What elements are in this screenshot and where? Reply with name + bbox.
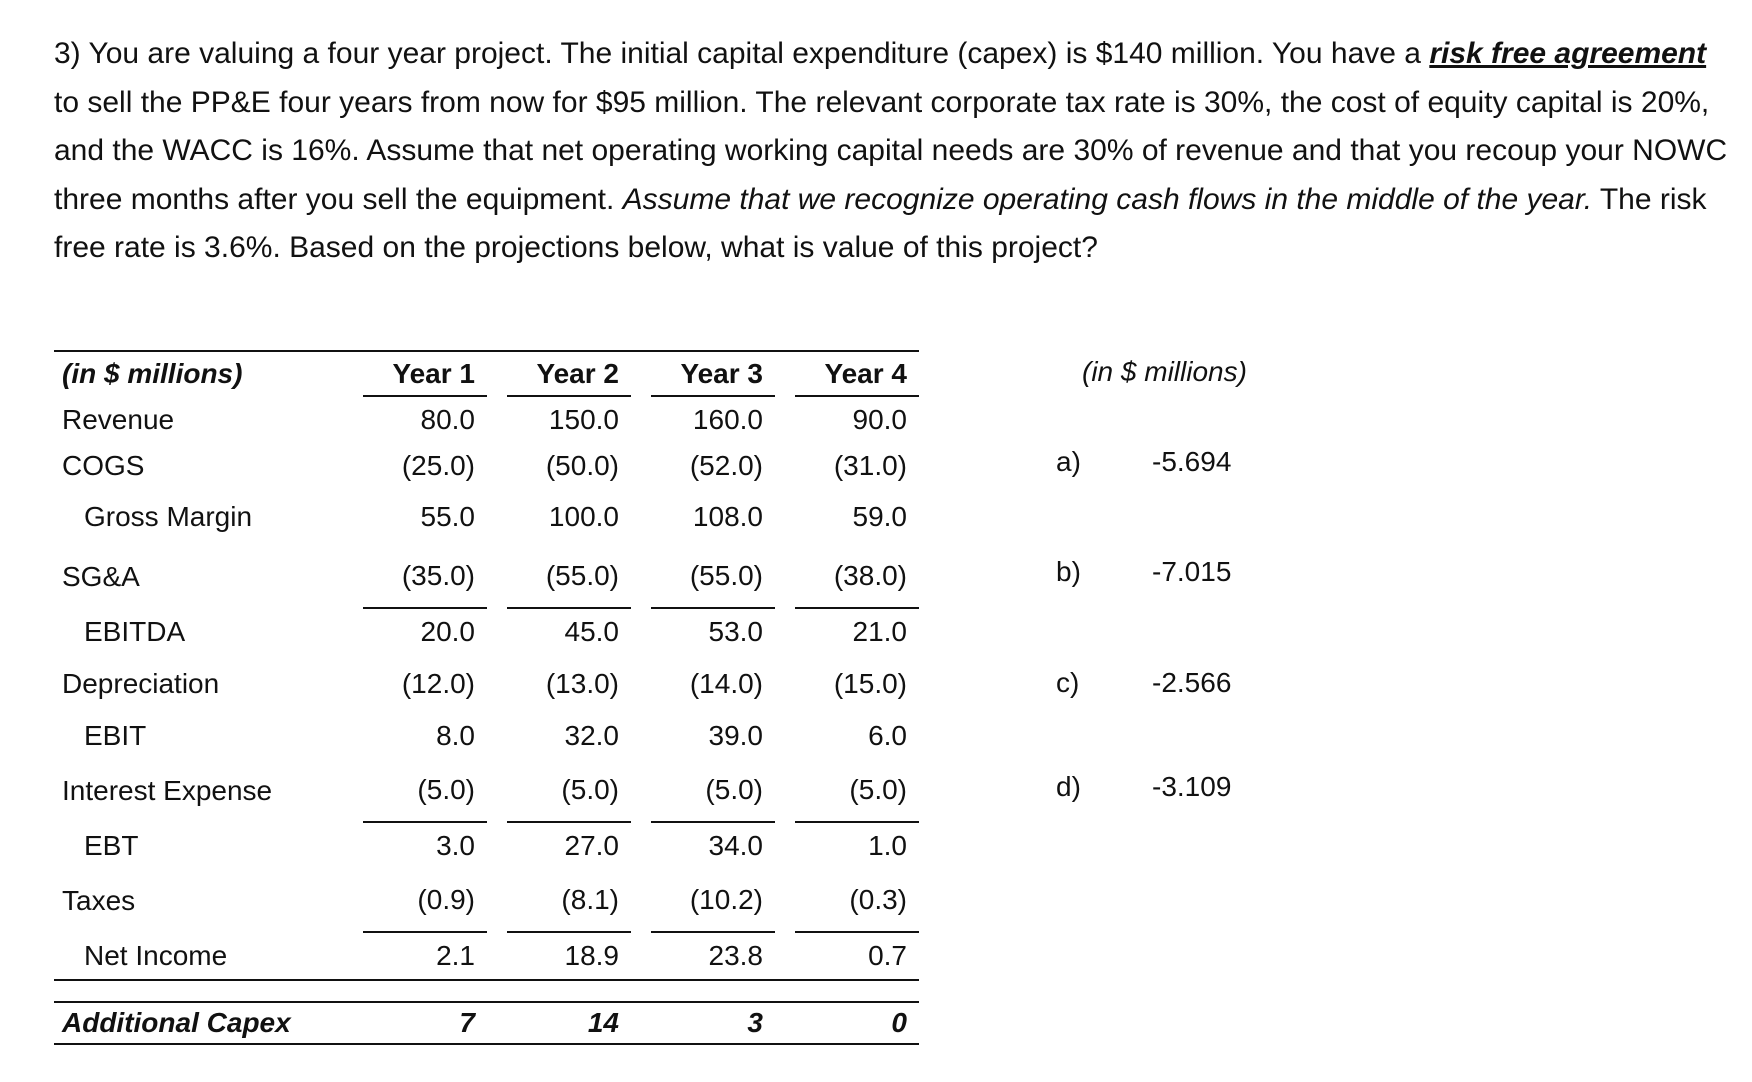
table-cell: (15.0) xyxy=(833,668,907,699)
answer-option-d[interactable] xyxy=(1000,767,1320,807)
table-cell: 18.9 xyxy=(507,932,631,980)
row-label: EBITDA xyxy=(84,615,186,647)
table-cell: 150.0 xyxy=(548,404,619,435)
answer-option-c[interactable] xyxy=(1000,663,1320,703)
table-cell: 0.7 xyxy=(795,932,919,980)
question-intro: 3) You are valuing a four year project. The initial capital expenditure (capex) is $140 million. You have a xyxy=(54,37,1430,70)
table-cell: (5.0) xyxy=(507,759,631,822)
table-cell: 45.0 xyxy=(564,616,619,647)
table-cell: (12.0) xyxy=(401,668,475,699)
table-cell: (38.0) xyxy=(795,545,919,608)
table-cell: 20.0 xyxy=(420,616,475,647)
question-end: The risk free rate is 3.6%. Based on the projections below, what is value of this project? xyxy=(54,182,1707,264)
table-cell: (55.0) xyxy=(507,545,631,608)
table-cell: (25.0) xyxy=(401,450,475,481)
table-cell: 59.0 xyxy=(852,501,907,532)
table-cell: 160.0 xyxy=(692,404,763,435)
year-header: Year 3 xyxy=(651,351,775,396)
table-cell: (10.2) xyxy=(651,869,775,932)
table-cell: 80.0 xyxy=(420,404,475,435)
financial-projections-table xyxy=(54,350,919,1045)
table-cell: (13.0) xyxy=(545,668,619,699)
year-header: Year 1 xyxy=(363,351,487,396)
table-cell: 21.0 xyxy=(852,616,907,647)
ebitda-row xyxy=(54,608,919,655)
row-label: EBT xyxy=(84,829,139,861)
table-cell: 7 xyxy=(363,1002,487,1044)
table-cell: (31.0) xyxy=(833,450,907,481)
table-spacer xyxy=(54,980,919,1002)
revenue-row xyxy=(54,396,919,443)
table-header-row xyxy=(54,351,919,396)
ebit-row xyxy=(54,713,919,759)
table-cell: (14.0) xyxy=(689,668,763,699)
table-cell: (0.3) xyxy=(795,869,919,932)
ebt-row xyxy=(54,822,919,869)
option-letter: a) xyxy=(1056,446,1081,477)
table-cell: 90.0 xyxy=(852,404,907,435)
table-cell: 55.0 xyxy=(420,501,475,532)
option-value: -7.015 xyxy=(1152,556,1232,587)
table-cell: (5.0) xyxy=(795,759,919,822)
interest-expense-row xyxy=(54,759,919,822)
table-cell: 0 xyxy=(795,1002,919,1044)
table-cell: 34.0 xyxy=(708,830,763,861)
table-cell: 27.0 xyxy=(564,830,619,861)
row-label: Net Income xyxy=(54,932,363,980)
table-cell: 1.0 xyxy=(868,830,907,861)
table-cell: (50.0) xyxy=(545,450,619,481)
row-label: Additional Capex xyxy=(54,1002,363,1044)
table-cell: (55.0) xyxy=(651,545,775,608)
table-cell: 2.1 xyxy=(363,932,487,980)
table-cell: (35.0) xyxy=(363,545,487,608)
table-cell: 53.0 xyxy=(708,616,763,647)
row-label: Taxes xyxy=(62,884,136,916)
answer-option-a[interactable] xyxy=(1000,442,1320,482)
option-value: -2.566 xyxy=(1152,667,1232,698)
net-income-row xyxy=(54,932,919,980)
row-label: Gross Margin xyxy=(84,501,253,532)
row-label: EBIT xyxy=(84,720,147,751)
table-cell: 108.0 xyxy=(692,501,763,532)
question-body: to sell the PP&E four years from now for $95 million. The relevant corporate tax rate is 30%, the cost of equity capital is 20%, and the WACC is 16%. Assume that net operating working capital needs are 30% of revenue and that you recoup your NOWC three months after you sell the equipment. xyxy=(54,85,1728,216)
row-label: Interest Expense xyxy=(62,774,273,806)
table-cell: 14 xyxy=(507,1002,631,1044)
depreciation-row xyxy=(54,655,919,713)
table-cell: (5.0) xyxy=(363,759,487,822)
answer-unit-label: (in $ millions) xyxy=(1082,356,1247,387)
table-cell: 6.0 xyxy=(868,720,907,751)
gross-margin-row xyxy=(54,489,919,545)
year-header: Year 4 xyxy=(795,351,919,396)
answer-option-b[interactable] xyxy=(1000,552,1320,592)
additional-capex-row xyxy=(54,1002,919,1044)
row-label: COGS xyxy=(62,450,145,481)
table-cell: 23.8 xyxy=(651,932,775,980)
row-label: SG&A xyxy=(62,560,140,592)
option-value: -5.694 xyxy=(1152,446,1232,477)
cogs-row xyxy=(54,443,919,489)
table-cell: 8.0 xyxy=(436,720,475,751)
table-cell: 32.0 xyxy=(564,720,619,751)
sga-row xyxy=(54,545,919,608)
option-letter: b) xyxy=(1056,556,1081,587)
question-emphasis-midyear: Assume that we recognize operating cash flows in the middle of the year. xyxy=(622,182,1593,216)
table-cell: 100.0 xyxy=(548,501,619,532)
option-letter: d) xyxy=(1056,771,1081,802)
option-letter: c) xyxy=(1056,667,1080,698)
table-unit-label: (in $ millions) xyxy=(54,351,363,396)
table-cell: 3 xyxy=(651,1002,775,1044)
table-cell: (0.9) xyxy=(363,869,487,932)
question-text xyxy=(54,30,1734,273)
table-cell: (52.0) xyxy=(689,450,763,481)
year-header: Year 2 xyxy=(507,351,631,396)
option-value: -3.109 xyxy=(1152,771,1232,802)
question-emphasis-risk-free: risk free agreement xyxy=(1429,37,1707,70)
table-cell: (5.0) xyxy=(651,759,775,822)
row-label: Depreciation xyxy=(62,668,220,699)
row-label: Revenue xyxy=(62,403,175,435)
taxes-row xyxy=(54,869,919,932)
table-cell: 39.0 xyxy=(708,720,763,751)
table-cell: (8.1) xyxy=(507,869,631,932)
table-cell: 3.0 xyxy=(436,830,475,861)
